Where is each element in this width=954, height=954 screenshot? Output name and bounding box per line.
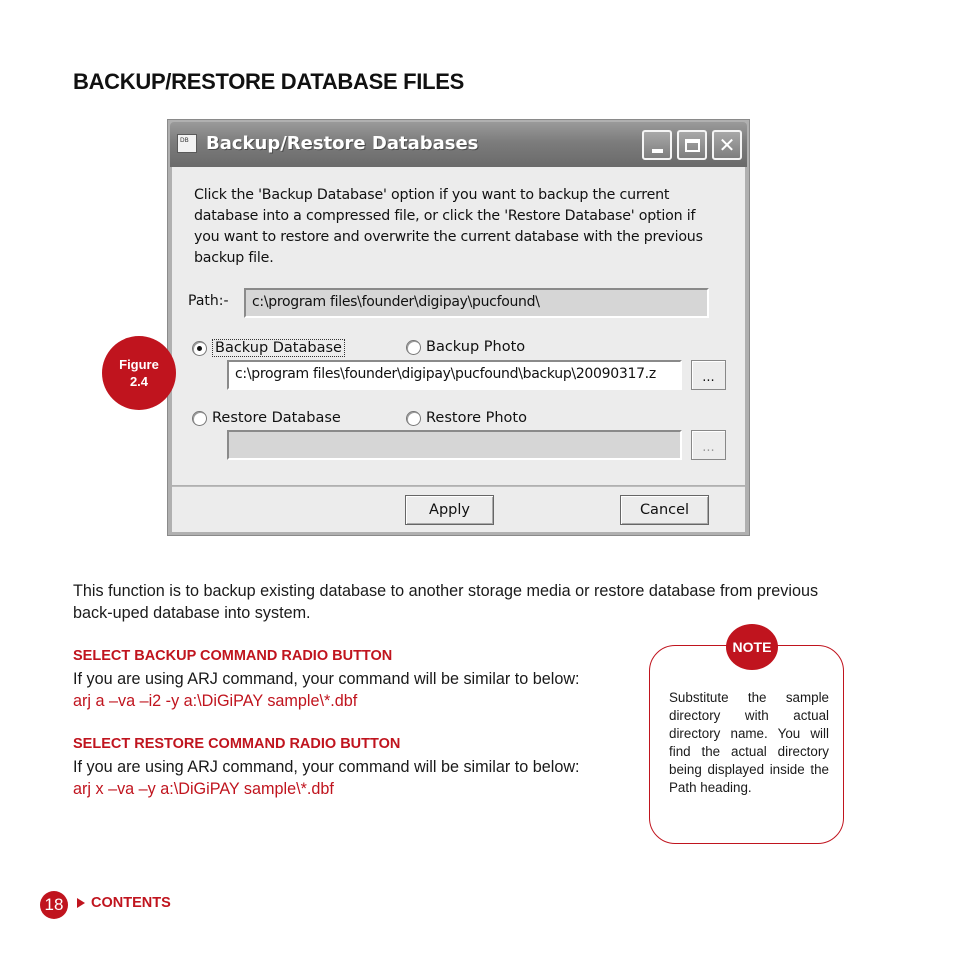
note-text: Substitute the sample directory with actual directory name. You will find the actual directory being displayed inside the Path heading. [669, 690, 829, 795]
radio-unselected-icon [406, 411, 421, 426]
close-icon: ✕ [718, 133, 736, 157]
page-title: BACKUP/RESTORE DATABASE FILES [73, 69, 464, 94]
contents-link[interactable] [77, 895, 171, 911]
backup-command-text: If you are using ARJ command, your command will be similar to below: [73, 670, 580, 688]
restore-browse-button: ... [691, 430, 726, 460]
maximize-icon [685, 139, 700, 152]
restore-database-label: Restore Database [212, 410, 341, 426]
restore-file-input [227, 430, 682, 460]
cancel-button[interactable]: Cancel [620, 495, 709, 525]
restore-photo-label: Restore Photo [426, 410, 527, 426]
backup-restore-dialog [167, 119, 750, 536]
minimize-button[interactable] [642, 130, 672, 160]
minimize-icon [652, 149, 663, 153]
backup-photo-label: Backup Photo [426, 339, 526, 355]
close-button[interactable] [712, 130, 742, 160]
play-arrow-icon [77, 898, 85, 908]
dialog-title: Backup/Restore Databases [206, 133, 479, 154]
path-label: Path:- [188, 293, 229, 309]
note-label: NOTE [726, 624, 778, 670]
restore-photo-radio[interactable] [406, 410, 527, 426]
figure-label: Figure [119, 357, 159, 372]
restore-command-heading: SELECT RESTORE COMMAND RADIO BUTTON [73, 736, 401, 752]
dialog-footer [172, 486, 745, 532]
maximize-button[interactable] [677, 130, 707, 160]
backup-command-example: arj a –va –i2 -y a:\DiGiPAY sample\*.dbf [73, 691, 358, 710]
figure-number: 2.4 [129, 374, 149, 389]
app-icon: DB [177, 134, 197, 153]
restore-database-radio[interactable] [192, 410, 341, 426]
page-number: 18 [40, 891, 68, 919]
contents-link-label: CONTENTS [91, 895, 171, 911]
backup-database-label: Backup Database [212, 339, 345, 357]
dialog-titlebar[interactable] [170, 122, 747, 167]
intro-paragraph: This function is to backup existing database to another storage media or restore database from previous back-uped database into system. [73, 582, 819, 622]
restore-command-text: If you are using ARJ command, your command will be similar to below: [73, 758, 580, 776]
backup-database-radio[interactable] [192, 339, 345, 357]
backup-file-input[interactable]: c:\program files\founder\digipay\pucfound\backup\20090317.z [227, 360, 682, 390]
apply-button[interactable]: Apply [405, 495, 494, 525]
radio-unselected-icon [406, 340, 421, 355]
radio-selected-icon [192, 341, 207, 356]
dialog-description: Click the 'Backup Database' option if you want to backup the current database into a compressed file, or click the 'Restore Database' option if you want to restore and overwrite the current database with the previous backup file. [194, 187, 703, 266]
figure-badge [102, 336, 176, 410]
restore-command-example: arj x –va –y a:\DiGiPAY sample\*.dbf [73, 779, 334, 798]
backup-photo-radio[interactable] [406, 339, 525, 355]
radio-unselected-icon [192, 411, 207, 426]
path-field: c:\program files\founder\digipay\pucfound\ [244, 288, 709, 318]
backup-browse-button[interactable]: ... [691, 360, 726, 390]
backup-command-heading: SELECT BACKUP COMMAND RADIO BUTTON [73, 648, 393, 664]
dialog-client-area [172, 167, 745, 485]
